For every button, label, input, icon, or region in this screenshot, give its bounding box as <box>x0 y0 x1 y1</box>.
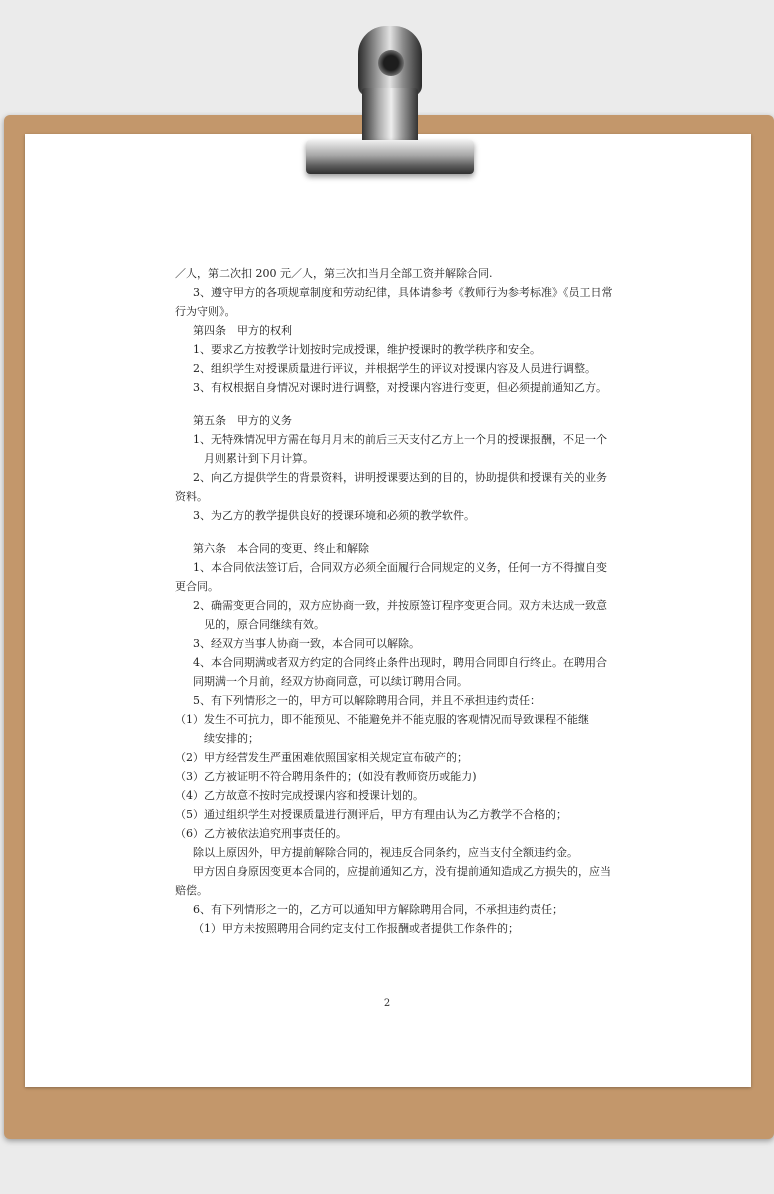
text-line: 1、要求乙方按教学计划按时完成授课，维护授课时的教学秩序和安全。 <box>193 343 541 356</box>
text-line: 2、向乙方提供学生的背景资料，讲明授课要达到的目的，协助提供和授课有关的业务 <box>193 471 607 484</box>
text-line: （2）甲方经营发生严重困难依照国家相关规定宣布破产的； <box>175 751 468 764</box>
section-heading: 第五条 甲方的义务 <box>193 414 292 427</box>
text-line: 1、无特殊情况甲方需在每月月末的前后三天支付乙方上一个月的授课报酬，不足一个 <box>193 433 607 446</box>
text-line: 除以上原因外，甲方提前解除合同的，视违反合同条约，应当支付全额违约金。 <box>193 846 578 859</box>
binder-clip-neck <box>362 88 418 144</box>
text-line: 2、确需变更合同的，双方应协商一致，并按原签订程序变更合同。双方未达成一致意 <box>193 599 607 612</box>
text-line: （3）乙方被证明不符合聘用条件的；(如没有教师资历或能力) <box>175 770 477 783</box>
text-line: 1、本合同依法签订后，合同双方必须全面履行合同规定的义务，任何一方不得擅自变 <box>193 561 607 574</box>
text-line: 赔偿。 <box>175 884 208 897</box>
text-line: （4）乙方故意不按时完成授课内容和授课计划的。 <box>175 789 424 802</box>
binder-clip-hole <box>378 50 404 76</box>
text-line: （5）通过组织学生对授课质量进行测评后，甲方有理由认为乙方教学不合格的； <box>175 808 567 821</box>
text-line: （6）乙方被依法追究刑事责任的。 <box>175 827 347 840</box>
text-line: 月则累计到下月计算。 <box>204 452 314 465</box>
text-line: （1）甲方未按照聘用合同约定支付工作报酬或者提供工作条件的； <box>193 922 519 935</box>
text-line: 6、有下列情形之一的，乙方可以通知甲方解除聘用合同，不承担违约责任； <box>193 903 563 916</box>
text-line: （1）发生不可抗力，即不能预见、不能避免并不能克服的客观情况而导致课程不能继 <box>175 713 589 726</box>
section-heading: 第四条 甲方的权利 <box>193 324 292 337</box>
page-number: 2 <box>383 998 391 1009</box>
document-text <box>175 264 613 938</box>
text-line: 更合同。 <box>175 580 219 593</box>
text-line: ／人，第二次扣 200 元／人，第三次扣当月全部工资并解除合同. <box>175 267 493 280</box>
text-line: 续安排的； <box>204 732 259 745</box>
text-line: 3、遵守甲方的各项规章制度和劳动纪律，具体请参考《教师行为参考标准》《员工日常 <box>193 286 613 299</box>
text-line: 2、组织学生对授课质量进行评议，并根据学生的评议对授课内容及人员进行调整。 <box>193 362 596 375</box>
section-heading: 第六条 本合同的变更、终止和解除 <box>193 542 369 555</box>
text-line: 3、经双方当事人协商一致，本合同可以解除。 <box>193 637 420 650</box>
text-line: 同期满一个月前，经双方协商同意，可以续订聘用合同。 <box>193 675 468 688</box>
text-line: 4、本合同期满或者双方约定的合同终止条件出现时，聘用合同即自行终止。在聘用合 <box>193 656 607 669</box>
binder-clip-bar <box>306 140 474 174</box>
text-line: 行为守则》。 <box>175 305 236 318</box>
text-line: 见的，原合同继续有效。 <box>204 618 325 631</box>
text-line: 3、为乙方的教学提供良好的授课环境和必须的教学软件。 <box>193 509 475 522</box>
text-line: 资料。 <box>175 490 208 503</box>
text-line: 甲方因自身原因变更本合同的，应提前通知乙方，没有提前通知造成乙方损失的，应当 <box>193 865 611 878</box>
text-line: 5、有下列情形之一的，甲方可以解除聘用合同，并且不承担违约责任： <box>193 694 541 707</box>
text-line: 3、有权根据自身情况对课时进行调整，对授课内容进行变更，但必须提前通知乙方。 <box>193 381 607 394</box>
